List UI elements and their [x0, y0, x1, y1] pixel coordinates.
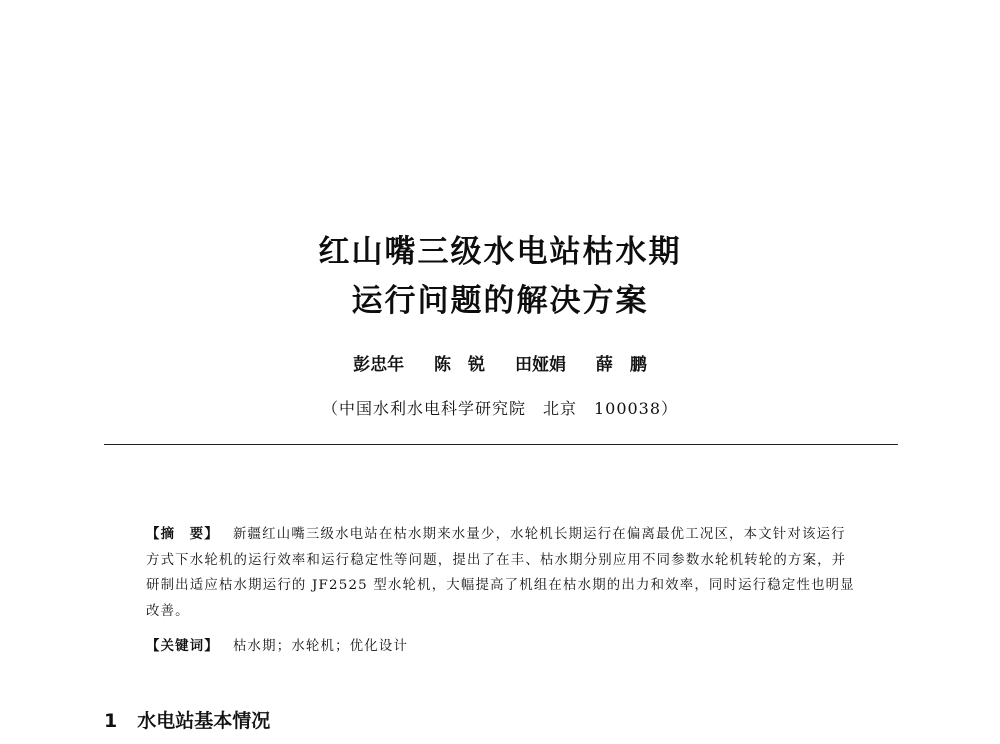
- header-divider: [104, 444, 898, 445]
- author-list: [0, 350, 1000, 375]
- author-3: 田娅娟: [514, 355, 566, 375]
- author-2: 陈 锐: [434, 355, 486, 375]
- author-1: 彭忠年: [353, 355, 405, 375]
- section-title: 水电站基本情况: [137, 710, 271, 732]
- section-heading: [104, 706, 270, 733]
- author-4: 薛 鹏: [595, 355, 647, 375]
- section-number: 1: [104, 710, 118, 732]
- keywords-text: 枯水期；水轮机；优化设计: [232, 639, 409, 654]
- abstract-text: 新疆红山嘴三级水电站在枯水期来水量少，水轮机长期运行在偏离最优工况区，本文针对该运行方式下水轮机的运行效率和运行稳定性等问题，提出了在丰、枯水期分别应用不同参数水轮机转轮的方案，并研制出适应枯水期运行的 JF2525 型水轮机，大幅提高了机组在枯水期的出力和效率，同时运行稳定性也明显改善。: [146, 527, 855, 619]
- paper-title-line-2: 运行问题的解决方案: [351, 283, 649, 319]
- keywords-label: 【关键词】: [146, 639, 219, 654]
- abstract-block: [146, 522, 858, 624]
- keywords-block: [146, 635, 408, 654]
- affiliation: （中国水利水电科学研究院 北京 100038）: [321, 399, 679, 418]
- paper-title-line-1: 红山嘴三级水电站枯水期: [318, 234, 682, 270]
- abstract-label: 【摘 要】: [146, 527, 219, 542]
